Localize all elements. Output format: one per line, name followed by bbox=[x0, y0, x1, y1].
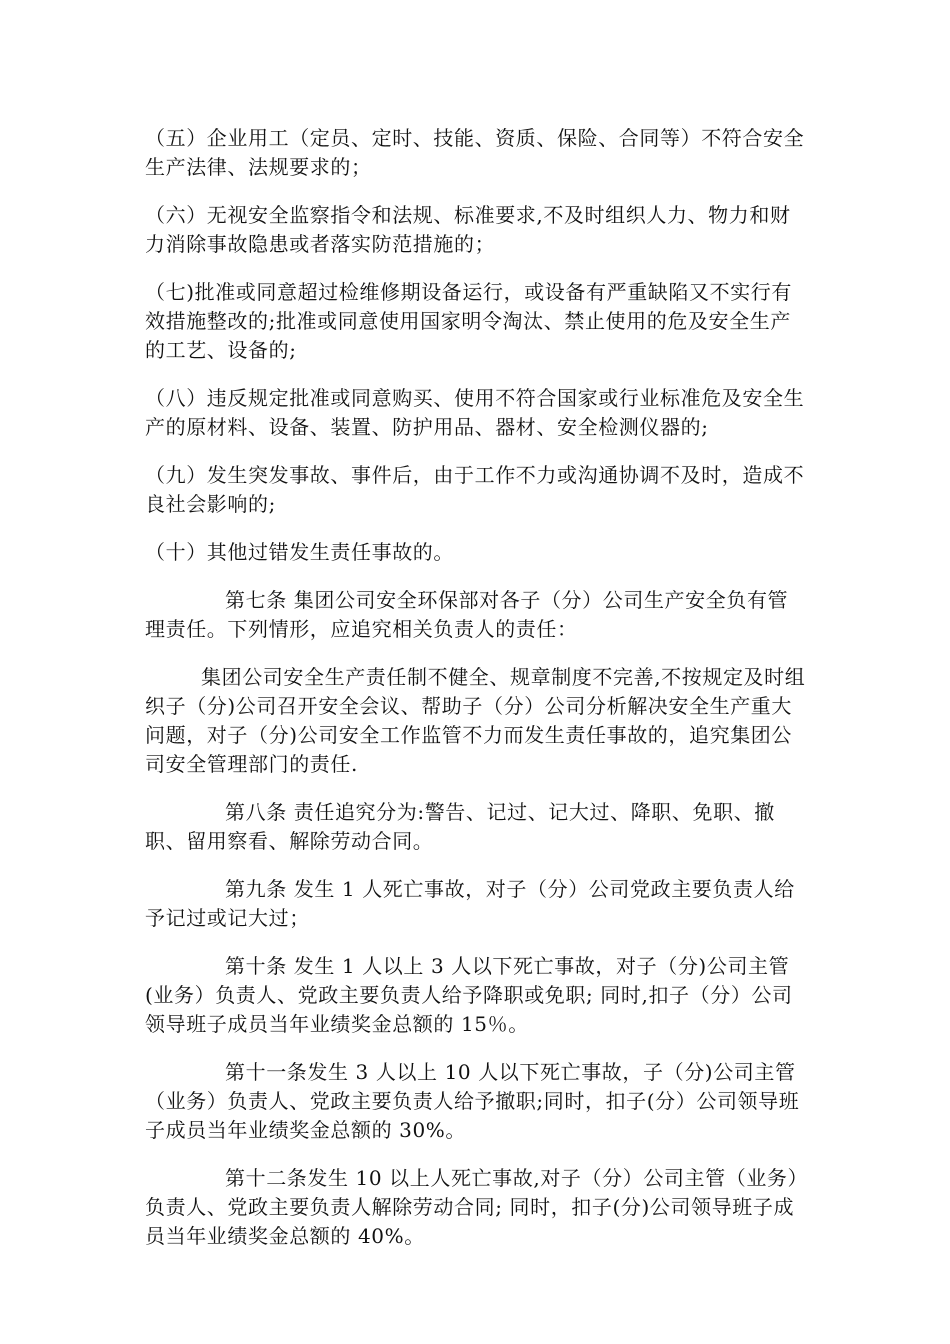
article-11: 第十一条发生 3 人以上 10 人以下死亡事故，子（分)公司主管（业务）负责人、党政主要负责人给予撤职;同时，扣子(分）公司领导班子成员当年业绩奖金总额的 30%。 bbox=[145, 1060, 800, 1142]
article-8: 第八条 责任追究分为:警告、记过、记大过、降职、免职、撤职、留用察看、解除劳动合同。 bbox=[145, 800, 775, 853]
clause-item-6: （六）无视安全监察指令和法规、标准要求,不及时组织人力、物力和财力消除事故隐患或者落实防范措施的； bbox=[145, 203, 791, 256]
clause-item-10: （十）其他过错发生责任事故的。 bbox=[145, 540, 454, 564]
clause-item-8: （八）违反规定批准或同意购买、使用不符合国家或行业标准危及安全生产的原材料、设备、装置、防护用品、器材、安全检测仪器的; bbox=[145, 386, 805, 439]
article-7: 第七条 集团公司安全环保部对各子（分）公司生产安全负有管理责任。下列情形，应追究相关负责人的责任： bbox=[145, 588, 789, 641]
article-7-detail: 集团公司安全生产责任制不健全、规章制度不完善,不按规定及时组织子（分)公司召开安全会议、帮助子（分）公司分析解决安全生产重大问题，对子（分)公司安全工作监管不力而发生责任事故的，追究集团公司安全管理部门的责任. bbox=[145, 665, 806, 776]
article-9: 第九条 发生 1 人死亡事故，对子（分）公司党政主要负责人给予记过或记大过； bbox=[145, 877, 795, 930]
article-10: 第十条 发生 1 人以上 3 人以下死亡事故，对子（分)公司主管(业务）负责人、党政主要负责人给予降职或免职; 同时,扣子（分）公司领导班子成员当年业绩奖金总额的 15％。 bbox=[145, 954, 793, 1036]
clause-item-5: （五）企业用工（定员、定时、技能、资质、保险、合同等）不符合安全生产法律、法规要求的； bbox=[145, 126, 805, 179]
article-12: 第十二条发生 10 以上人死亡事故,对子（分）公司主管（业务）负责人、党政主要负责人解除劳动合同; 同时，扣子(分)公司领导班子成员当年业绩奖金总额的 40%。 bbox=[145, 1166, 799, 1248]
clause-item-7: （七)批准或同意超过检维修期设备运行，或设备有严重缺陷又不实行有效措施整改的;批准或同意使用国家明令淘汰、禁止使用的危及安全生产的工艺、设备的; bbox=[145, 280, 793, 362]
clause-item-9: （九）发生突发事故、事件后，由于工作不力或沟通协调不及时，造成不良社会影响的; bbox=[145, 463, 805, 516]
document-body bbox=[145, 124, 807, 1270]
